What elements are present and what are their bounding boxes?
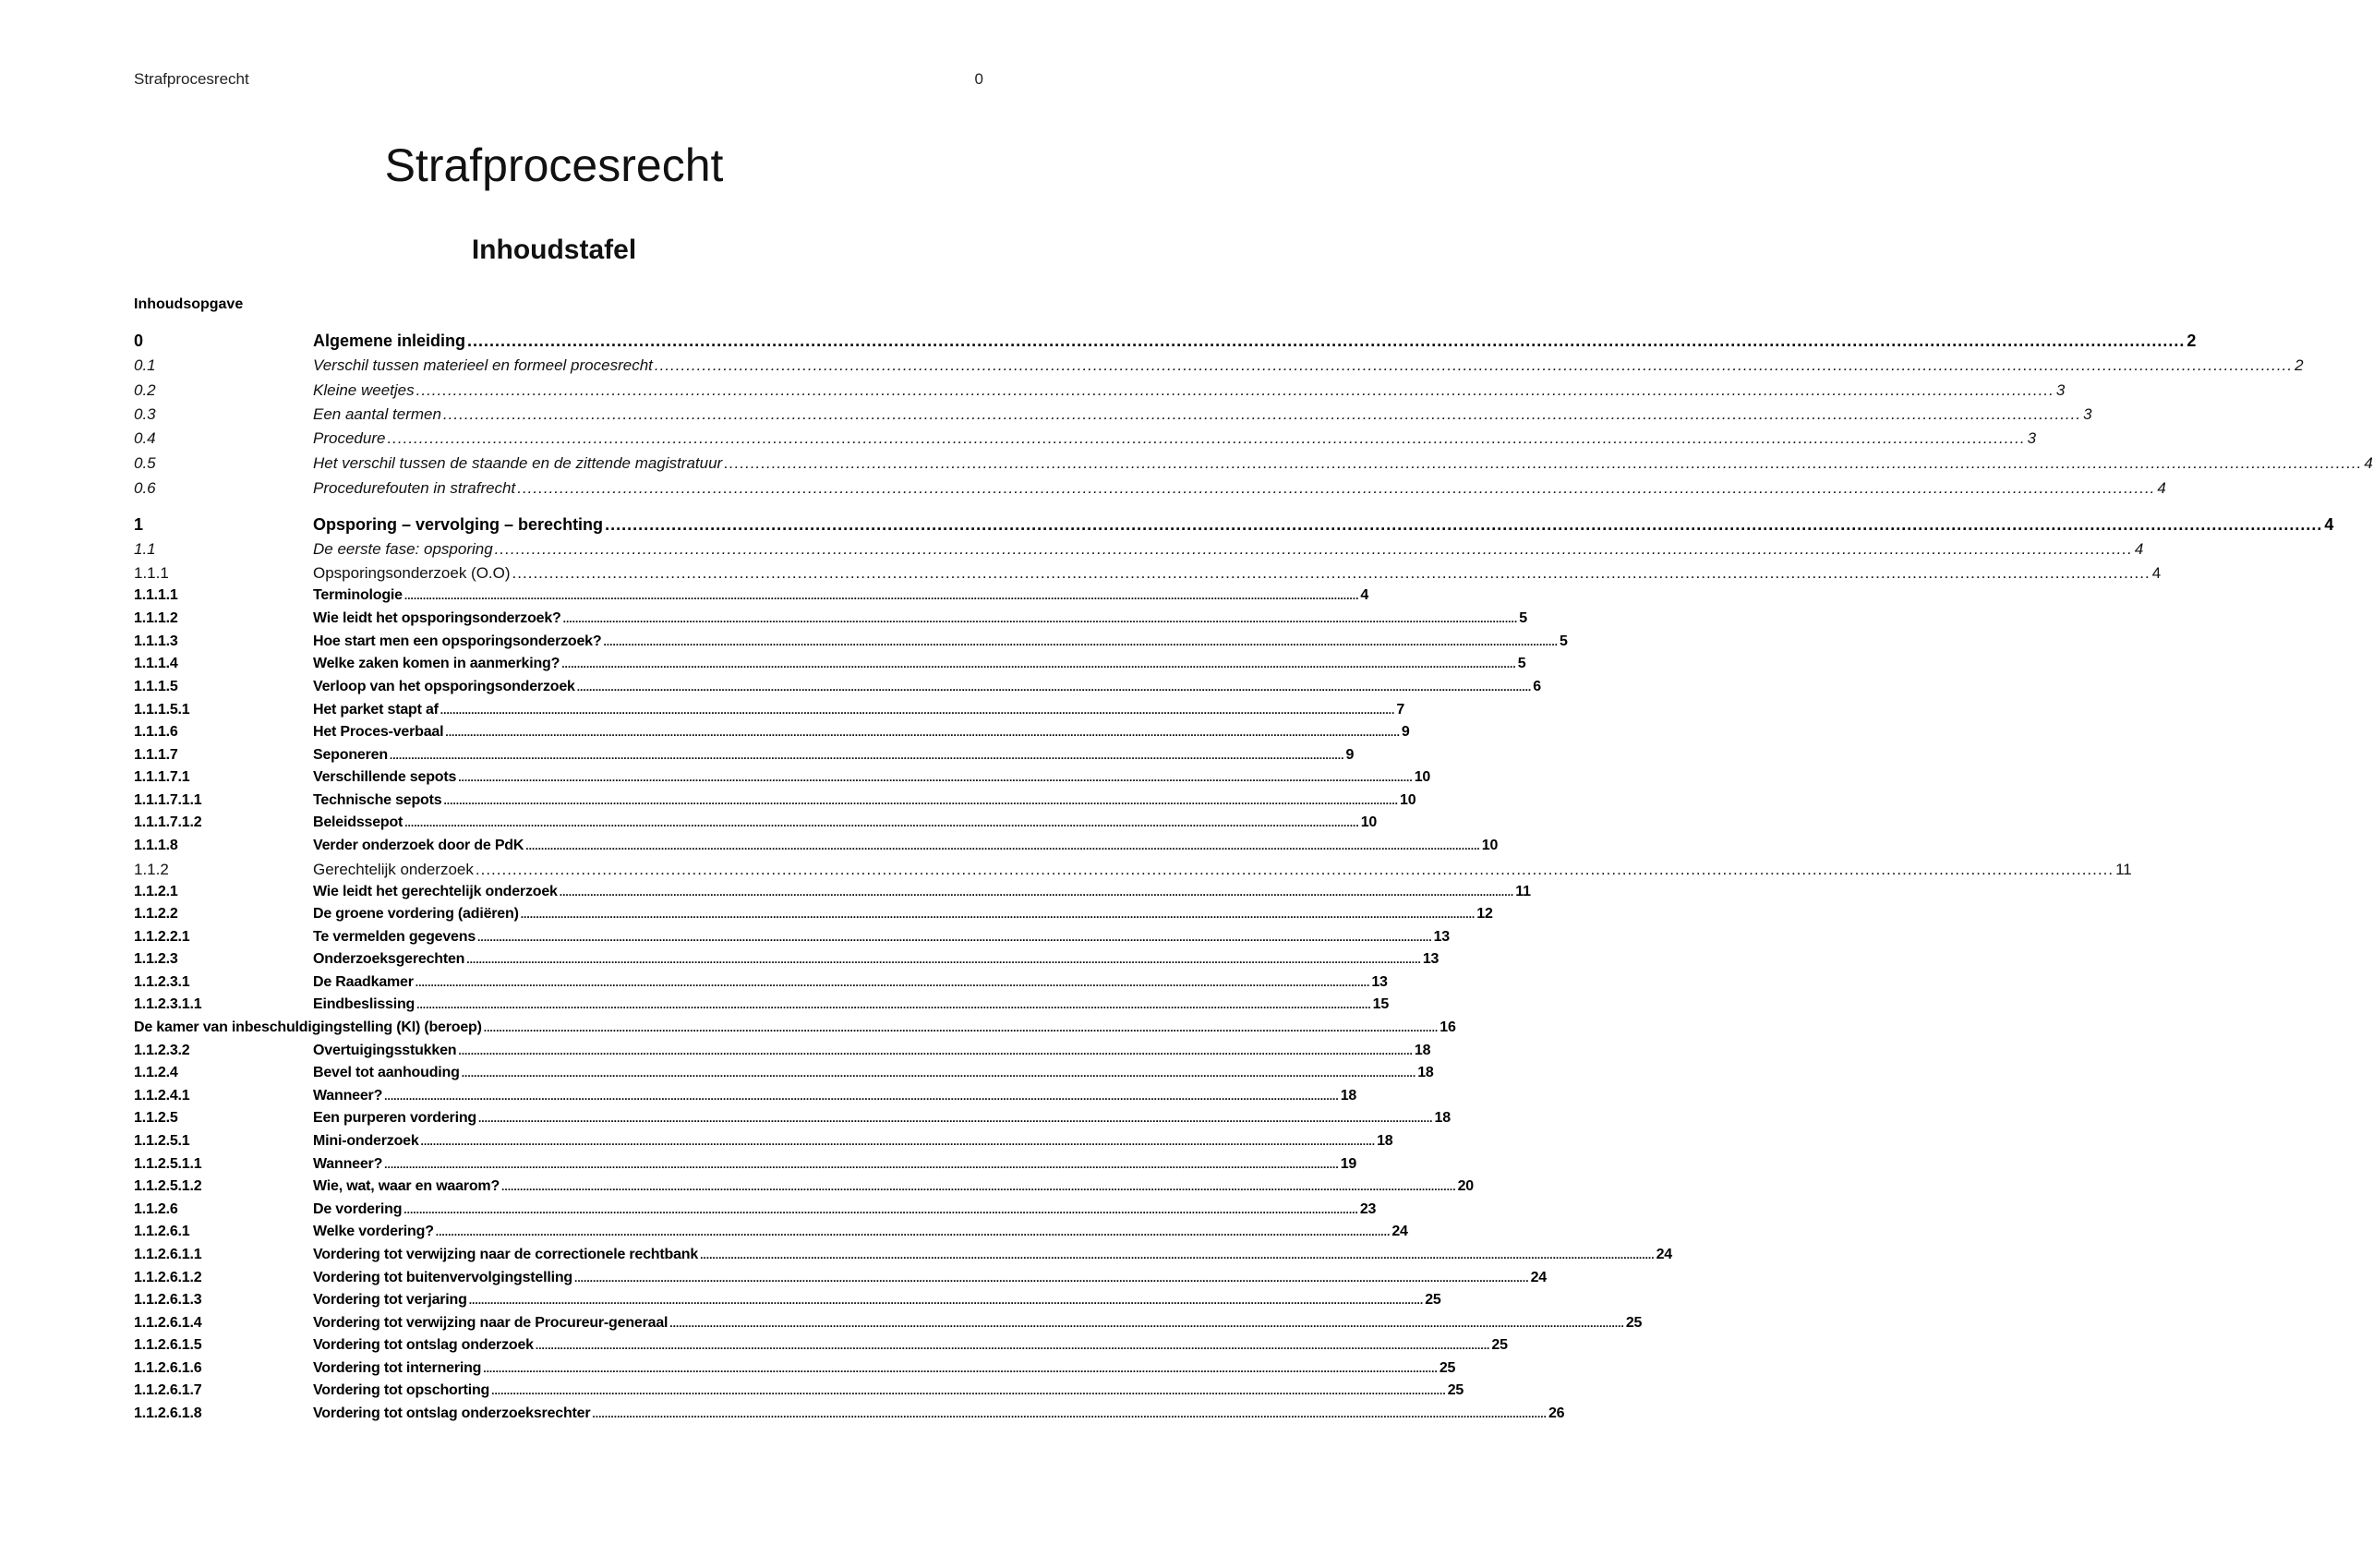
- toc-entry[interactable]: [134, 1133, 1393, 1155]
- toc-entry-page: 18: [1377, 1133, 1393, 1149]
- toc-entry-title: Wanneer?: [313, 1088, 383, 1104]
- toc-entry-number: 1.1.2.5: [134, 1110, 178, 1126]
- toc-entry-number: 1.1.2.3.2: [134, 1043, 190, 1058]
- toc-entry[interactable]: [134, 702, 1405, 724]
- toc-entry-title: Wie, wat, waar en waarom?: [313, 1178, 500, 1194]
- toc-entry-number: 1.1: [134, 540, 156, 558]
- toc-entry-title: De Raadkamer: [313, 974, 414, 990]
- toc-entry-title: Een aantal termen: [313, 405, 441, 423]
- toc-entry-number: 1.1.1.1: [134, 587, 178, 603]
- toc-entry-number: 0.4: [134, 429, 156, 447]
- toc-entry[interactable]: [134, 861, 2132, 883]
- toc-entry-number: 1.1.2.6.1: [134, 1224, 190, 1239]
- toc-entry-title: Beleidssepot: [313, 814, 404, 830]
- toc-entry-leader-dots: [521, 908, 1476, 921]
- toc-entry[interactable]: [134, 1088, 1357, 1110]
- toc-entry-leader-dots: [440, 704, 1395, 717]
- toc-entry-number: 0.2: [134, 381, 156, 399]
- toc-entry-page: 25: [1439, 1360, 1456, 1376]
- toc-entry-number: 1.1.1.7.1.1: [134, 792, 202, 808]
- toc-entry-title: Het verschil tussen de staande en de zittende magistratuur: [313, 454, 723, 472]
- toc-heading: Inhoudstafel: [471, 235, 637, 265]
- toc-entry-title: Opsporingsonderzoek (O.O): [313, 564, 511, 582]
- toc-entry[interactable]: [134, 454, 2373, 476]
- table-of-contents: [134, 0, 2373, 1568]
- toc-entry-title: Verloop van het opsporingsonderzoek: [313, 679, 575, 694]
- toc-entry[interactable]: [134, 1224, 1408, 1246]
- toc-entry-page: 12: [1476, 906, 1493, 922]
- toc-entry-title: Kleine weetjes: [313, 381, 415, 399]
- toc-entry-page: 25: [1447, 1382, 1464, 1398]
- toc-entry-page: 3: [2083, 405, 2092, 423]
- toc-entry-number: 1.1.2.5.1: [134, 1133, 190, 1149]
- toc-entry-leader-dots: [421, 1135, 1376, 1148]
- toc-entry-title: Technische sepots: [313, 792, 442, 808]
- toc-entry[interactable]: [134, 1065, 1434, 1087]
- toc-entry-number: 1.1.1.3: [134, 633, 178, 649]
- toc-entry-title: Welke zaken komen in aanmerking?: [313, 656, 560, 671]
- toc-entry-leader-dots: [416, 998, 1371, 1011]
- toc-entry-title: Opsporing – vervolging – berechting: [313, 515, 604, 534]
- toc-entry[interactable]: [134, 381, 2066, 404]
- toc-entry-title: Welke vordering?: [313, 1224, 434, 1239]
- toc-entry-page: 4: [2151, 564, 2162, 582]
- toc-entry-leader-dots: [592, 1407, 1547, 1420]
- header-page-number: 0: [974, 70, 983, 88]
- toc-entry-page: 18: [1414, 1043, 1431, 1058]
- toc-entry-number: 1.1.2.4.1: [134, 1088, 190, 1104]
- toc-entry-leader-dots: [467, 332, 2185, 351]
- toc-entry-number: 1.1.1.6: [134, 724, 178, 740]
- toc-entry-number: 1.1.2.1: [134, 884, 178, 899]
- toc-entry-title: Seponeren: [313, 747, 388, 763]
- toc-entry-page: 6: [1533, 679, 1541, 694]
- toc-entry-page: 3: [2027, 429, 2037, 447]
- toc-entry-leader-dots: [501, 1180, 1456, 1193]
- toc-entry-number: 1.1.2.3.1: [134, 974, 190, 990]
- toc-entry-leader-dots: [436, 1225, 1391, 1238]
- toc-entry-leader-dots: [478, 1112, 1433, 1125]
- toc-entry-page: 11: [1515, 884, 1531, 899]
- toc-entry-page: 13: [1422, 951, 1439, 967]
- toc-entry-title: Algemene inleiding: [313, 332, 466, 350]
- toc-entry-title: Vordering tot opschorting: [313, 1382, 490, 1398]
- toc-entry-page: 9: [1345, 747, 1355, 763]
- toc-entry[interactable]: [134, 724, 1410, 746]
- toc-entry-leader-dots: [387, 429, 2025, 448]
- toc-entry-title: Vordering tot verwijzing naar de correctionele rechtbank: [313, 1247, 699, 1262]
- toc-entry-title: Mini-onderzoek: [313, 1133, 419, 1149]
- toc-entry-page: 2: [2186, 332, 2197, 350]
- toc-entry-page: 18: [1434, 1110, 1451, 1126]
- toc-entry[interactable]: [134, 996, 1390, 1019]
- toc-entry-leader-dots: [404, 816, 1359, 829]
- toc-entry[interactable]: [134, 1247, 1673, 1269]
- toc-entry-title: Vordering tot ontslag onderzoeksrechter: [313, 1405, 591, 1421]
- toc-entry-number: 1.1.2.6.1.6: [134, 1360, 202, 1376]
- toc-entry[interactable]: [134, 1110, 1451, 1132]
- toc-entry[interactable]: [134, 656, 1526, 678]
- toc-entry-leader-dots: [484, 1021, 1439, 1034]
- toc-entry-title: Wie leidt het gerechtelijk onderzoek: [313, 884, 558, 899]
- toc-entry-leader-dots: [517, 479, 2155, 498]
- toc-entry-leader-dots: [655, 356, 2293, 375]
- toc-entry-leader-dots: [700, 1248, 1655, 1261]
- toc-entry-leader-dots: [495, 540, 2133, 559]
- toc-entry-page: 5: [1517, 656, 1526, 671]
- toc-entry[interactable]: [134, 564, 2162, 586]
- toc-entry-page: 24: [1530, 1270, 1547, 1285]
- toc-entry-page: 11: [2115, 861, 2132, 878]
- toc-entry-number: 1.1.2.2.1: [134, 929, 190, 945]
- toc-entry-number: 0.6: [134, 479, 156, 497]
- toc-entry-number: 0.1: [134, 356, 156, 374]
- toc-entry-page: 10: [1481, 838, 1499, 853]
- toc-entry[interactable]: [134, 838, 1499, 860]
- toc-entry-leader-dots: [605, 515, 2322, 535]
- toc-entry-title: Verschillende sepots: [313, 769, 457, 785]
- toc-entry-number: 1.1.2.6: [134, 1201, 178, 1217]
- toc-entry[interactable]: [134, 587, 1369, 609]
- toc-entry-page: 10: [1400, 792, 1416, 808]
- toc-entry-title: Het parket stapt af: [313, 702, 439, 718]
- toc-entry[interactable]: [134, 356, 2304, 379]
- toc-entry-leader-dots: [561, 657, 1516, 670]
- toc-entry-page: 4: [2157, 479, 2166, 497]
- toc-entry-leader-dots: [477, 931, 1432, 944]
- toc-entry-page: 18: [1340, 1088, 1357, 1104]
- toc-entry-page: 25: [1625, 1315, 1643, 1331]
- toc-entry-title: Hoe start men een opsporingsonderzoek?: [313, 633, 602, 649]
- toc-entry-leader-dots: [574, 1272, 1529, 1285]
- toc-entry-leader-dots: [416, 976, 1370, 989]
- toc-entry[interactable]: [134, 332, 2197, 354]
- toc-entry-page: 7: [1396, 702, 1405, 718]
- toc-entry-number: 1.1.2: [134, 861, 169, 878]
- toc-entry-number: 0: [134, 332, 144, 350]
- toc-entry-page: 4: [1360, 587, 1369, 603]
- toc-entry[interactable]: [134, 633, 1568, 656]
- toc-entry-page: 10: [1414, 769, 1431, 785]
- toc-entry-number: 1.1.1.4: [134, 656, 178, 671]
- toc-entry-number: 1.1.2.5.1.2: [134, 1178, 202, 1194]
- toc-entry-number: 1.1.2.6.1.8: [134, 1405, 202, 1421]
- toc-entry-title: Procedurefouten in strafrecht: [313, 479, 516, 497]
- toc-entry-title: Bevel tot aanhouding: [313, 1065, 460, 1080]
- toc-entry-title: Te vermelden gegevens: [313, 929, 476, 945]
- toc-entry-leader-dots: [458, 1044, 1413, 1057]
- toc-entry[interactable]: [134, 479, 2166, 501]
- toc-entry-number: 1.1.1: [134, 564, 169, 582]
- toc-entry-page: 24: [1656, 1247, 1673, 1262]
- toc-entry-page: 13: [1433, 929, 1450, 945]
- toc-entry[interactable]: [134, 814, 1378, 837]
- toc-entry-page: 5: [1519, 610, 1527, 626]
- toc-entry-title: Vordering tot verwijzing naar de Procureur-generaal: [313, 1315, 669, 1331]
- toc-entry-title: De vordering: [313, 1201, 403, 1217]
- toc-entry-title: De groene vordering (adiëren): [313, 906, 519, 922]
- toc-entry-leader-dots: [462, 1067, 1416, 1080]
- toc-entry-title: Procedure: [313, 429, 386, 447]
- toc-entry[interactable]: [134, 1043, 1431, 1065]
- toc-entry-page: 26: [1548, 1405, 1565, 1421]
- toc-entry[interactable]: [134, 515, 2334, 537]
- toc-entry-title: Verder onderzoek door de PdK: [313, 838, 524, 853]
- toc-entry-number: 1.1.2.6.1.2: [134, 1270, 202, 1285]
- toc-entry-title: Wanneer?: [313, 1156, 383, 1172]
- toc-entry-page: 9: [1401, 724, 1410, 740]
- toc-entry-leader-dots: [724, 454, 2362, 473]
- toc-entry-number: 1.1.2.6.1.1: [134, 1247, 202, 1262]
- header-title: Strafprocesrecht: [134, 70, 249, 88]
- toc-entry-number: 1.1.1.2: [134, 610, 178, 626]
- toc-entry-title: Wie leidt het opsporingsonderzoek?: [313, 610, 561, 626]
- toc-entry-page: 15: [1372, 996, 1390, 1012]
- toc-entry-number: 1.1.1.8: [134, 838, 178, 853]
- toc-entry-page: 4: [2364, 454, 2373, 472]
- toc-entry-number: 1.1.1.5.1: [134, 702, 190, 718]
- toc-entry-leader-dots: [536, 1339, 1490, 1352]
- toc-entry-number: 1.1.2.6.1.5: [134, 1337, 202, 1353]
- toc-entry-number: 0.3: [134, 405, 156, 423]
- toc-entry-page: 2: [2295, 356, 2304, 374]
- toc-entry[interactable]: [134, 1019, 1456, 1042]
- toc-entry-title: Vordering tot buitenvervolgingstelling: [313, 1270, 573, 1285]
- toc-entry-number: 1.1.2.6.1.7: [134, 1382, 202, 1398]
- toc-entry-leader-dots: [563, 612, 1518, 625]
- toc-entry[interactable]: [134, 1201, 1377, 1224]
- toc-entry-page: 3: [2055, 381, 2066, 399]
- toc-entry-leader-dots: [560, 886, 1514, 899]
- toc-entry-number: 1.1.2.3: [134, 951, 178, 967]
- toc-entry-number: 1.1.2.3.1.1: [134, 996, 202, 1012]
- toc-entry[interactable]: [134, 747, 1355, 769]
- toc-entry-number: 1.1.2.6.1.3: [134, 1292, 202, 1308]
- toc-entry-number: 1.1.2.5.1.1: [134, 1156, 202, 1172]
- toc-entry-page: 18: [1417, 1065, 1434, 1080]
- toc-entry-page: 25: [1491, 1337, 1508, 1353]
- toc-entry[interactable]: [134, 1315, 1643, 1337]
- toc-entry[interactable]: [134, 679, 1541, 701]
- toc-entry-number: De kamer van inbeschuldigingstelling (KI) (beroep): [134, 1019, 482, 1035]
- toc-entry[interactable]: [134, 1178, 1474, 1200]
- toc-entry[interactable]: [134, 1382, 1464, 1405]
- toc-entry-title: Een purperen vordering: [313, 1110, 476, 1126]
- toc-entry-leader-dots: [669, 1317, 1624, 1330]
- document-title: Strafprocesrecht: [384, 139, 724, 191]
- toc-entry-page: 23: [1359, 1201, 1377, 1217]
- toc-entry-title: Gerechtelijk onderzoek: [313, 861, 474, 878]
- toc-entry-leader-dots: [491, 1384, 1446, 1397]
- toc-entry-page: 16: [1439, 1019, 1456, 1035]
- toc-entry-leader-dots: [466, 953, 1421, 966]
- toc-entry-number: 1.1.2.2: [134, 906, 178, 922]
- toc-entry-number: 1: [134, 515, 144, 534]
- toc-entry-page: 4: [2324, 515, 2334, 534]
- toc-entry[interactable]: [134, 769, 1431, 791]
- toc-entry-title: Verschil tussen materieel en formeel procesrecht: [313, 356, 653, 374]
- toc-entry-number: 0.5: [134, 454, 156, 472]
- toc-entry-title: Onderzoeksgerechten: [313, 951, 465, 967]
- toc-entry-leader-dots: [404, 589, 1359, 602]
- toc-entry[interactable]: [134, 906, 1493, 928]
- toc-entry[interactable]: [134, 1337, 1508, 1359]
- toc-entry-title: Vordering tot ontslag onderzoek: [313, 1337, 534, 1353]
- toc-entry[interactable]: [134, 951, 1439, 973]
- toc-entry-leader-dots: [416, 381, 2054, 400]
- toc-entry-leader-dots: [577, 681, 1532, 694]
- toc-entry-leader-dots: [390, 749, 1344, 762]
- toc-entry-title: De eerste fase: opsporing: [313, 540, 493, 558]
- toc-entry-leader-dots: [512, 564, 2150, 583]
- toc-entry-leader-dots: [443, 794, 1398, 807]
- toc-entry[interactable]: [134, 1360, 1456, 1382]
- toc-entry-leader-dots: [404, 1203, 1358, 1216]
- toc-entry-leader-dots: [445, 726, 1400, 739]
- toc-entry-page: 25: [1425, 1292, 1441, 1308]
- toc-entry-number: 1.1.1.7.1: [134, 769, 190, 785]
- toc-entry-number: 1.1.1.7.1.2: [134, 814, 202, 830]
- toc-entry-number: 1.1.1.7: [134, 747, 178, 763]
- toc-entry-page: 24: [1391, 1224, 1408, 1239]
- toc-entry-leader-dots: [603, 635, 1558, 648]
- toc-entry-number: 1.1.2.4: [134, 1065, 178, 1080]
- toc-entry[interactable]: [134, 1270, 1547, 1292]
- toc-entry-number: 1.1.1.5: [134, 679, 178, 694]
- toc-entry[interactable]: [134, 929, 1450, 951]
- toc-entry[interactable]: [134, 884, 1531, 906]
- toc-entry-page: 19: [1340, 1156, 1357, 1172]
- toc-entry[interactable]: [134, 1405, 1565, 1428]
- toc-entry[interactable]: [134, 540, 2144, 562]
- toc-entry-leader-dots: [525, 839, 1480, 852]
- toc-entry-title: Vordering tot verjaring: [313, 1292, 467, 1308]
- toc-entry[interactable]: [134, 610, 1527, 633]
- toc-entry-leader-dots: [384, 1158, 1339, 1171]
- toc-entry-page: 13: [1371, 974, 1388, 990]
- toc-entry-title: Eindbeslissing: [313, 996, 416, 1012]
- toc-subheading: Inhoudsopgave: [134, 296, 244, 312]
- toc-entry-title: Overtuigingsstukken: [313, 1043, 457, 1058]
- toc-entry-page: 20: [1457, 1178, 1474, 1194]
- toc-entry-title: Vordering tot internering: [313, 1360, 482, 1376]
- toc-entry-leader-dots: [483, 1362, 1438, 1375]
- toc-entry-number: 1.1.2.6.1.4: [134, 1315, 202, 1331]
- toc-entry-leader-dots: [384, 1090, 1339, 1103]
- toc-entry-leader-dots: [443, 405, 2081, 424]
- toc-entry-leader-dots: [469, 1294, 1424, 1307]
- toc-entry-leader-dots: [458, 771, 1413, 784]
- toc-entry-page: 10: [1360, 814, 1378, 830]
- toc-entry[interactable]: [134, 974, 1388, 996]
- toc-entry-leader-dots: [476, 861, 2114, 879]
- toc-entry-title: Terminologie: [313, 587, 403, 603]
- toc-entry[interactable]: [134, 429, 2037, 452]
- toc-entry[interactable]: [134, 405, 2092, 428]
- toc-entry[interactable]: [134, 792, 1416, 814]
- toc-entry[interactable]: [134, 1292, 1441, 1314]
- toc-entry-page: 4: [2134, 540, 2144, 558]
- toc-entry[interactable]: [134, 1156, 1357, 1178]
- toc-entry-title: Het Proces-verbaal: [313, 724, 444, 740]
- toc-entry-page: 5: [1560, 633, 1568, 649]
